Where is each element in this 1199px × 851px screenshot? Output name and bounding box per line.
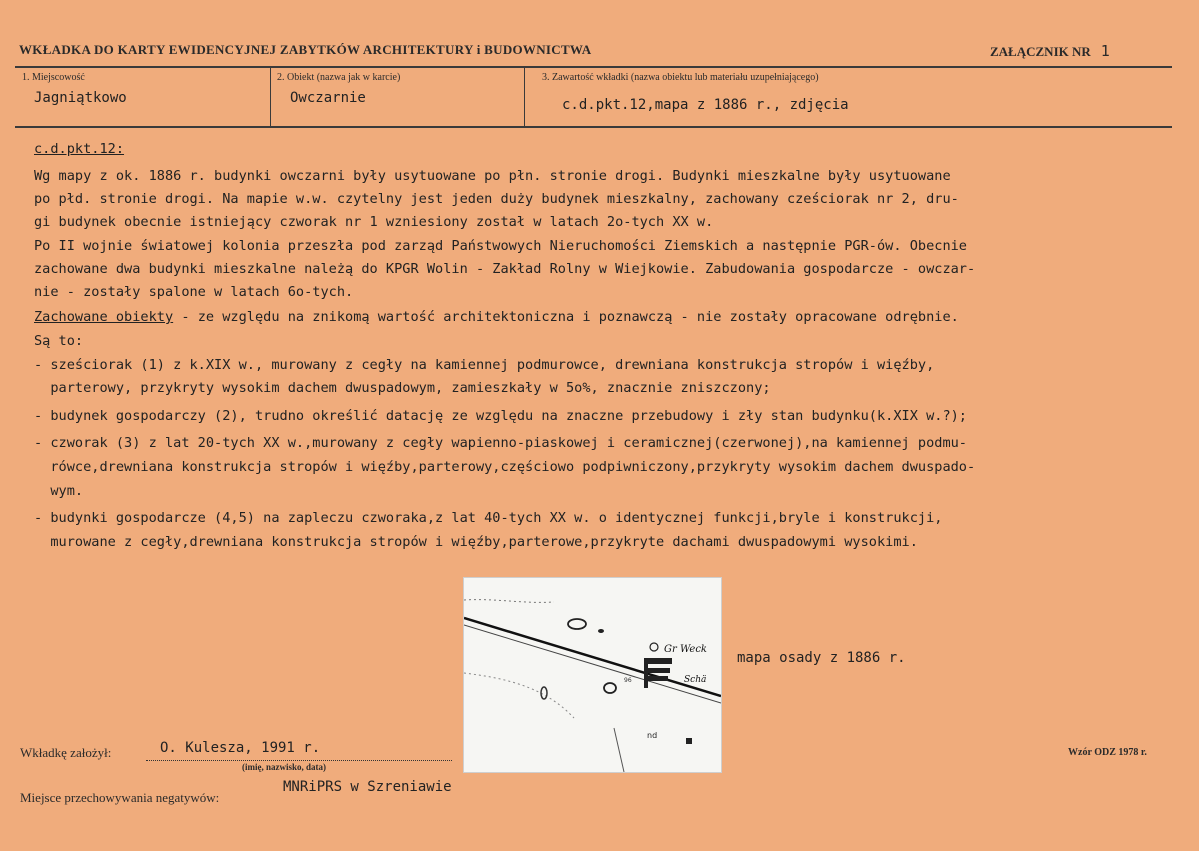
fields-bottom-rule (15, 126, 1172, 128)
map-place-label: Gr Weck (664, 644, 707, 655)
map-pond (568, 619, 586, 629)
map-image (463, 577, 722, 773)
locality-value: Jagniątkowo (34, 90, 127, 106)
item-line-8: murowane z cegły,drewniana konstrukcja stropów i więźby,parterowe,przykryte dachami dwuspadowymi wysokimi. (34, 534, 918, 550)
object-value: Owczarnie (290, 90, 366, 106)
body-line-6: nie - zostały spalone w latach 6o-tych. (34, 284, 354, 300)
map-drawing (464, 578, 721, 772)
map-marker (598, 629, 604, 633)
author-value: O. Kulesza, 1991 r. (160, 740, 321, 756)
item-line-6: wym. (34, 483, 84, 499)
annex-number: 1 (1100, 42, 1110, 60)
body-line-2: po płd. stronie drogi. Na mapie w.w. czytelny jest jeden duży budynek mieszkalny, zachowany cześciorak nr 2, dru- (34, 191, 959, 207)
form-code: Wzór ODZ 1978 r. (1068, 747, 1147, 758)
card-title: WKŁADKA DO KARTY EWIDENCYJNEJ ZABYTKÓW ARCHITEKTURY i BUDOWNICTWA (19, 42, 592, 57)
author-label: Wkładkę założył: (20, 745, 112, 760)
map-road-edge (464, 625, 721, 703)
preserved-line (34, 309, 959, 325)
item-line-7: - budynki gospodarcze (4,5) na zapleczu czworaka,z lat 40-tych XX w. o identycznej funkcji,bryle i konstrukcji, (34, 510, 943, 526)
contents-label: 3. Zawartość wkładki (nazwa obiektu lub materiału uzupełniającego) (542, 72, 819, 83)
item-line-2: parterowy, przykryty wysokim dachem dwuspadowym, zamieszkały w 5o%, znacznie zniszczony; (34, 380, 771, 396)
item-line-4: - czworak (3) z lat 20-tych XX w.,murowany z cegły wapienno-piaskowej i ceramicznej(czerwonej),na kamiennej podmu- (34, 435, 967, 451)
map-church-symbol (650, 643, 658, 651)
map-building (644, 658, 648, 688)
body-line-4: Po II wojnie światowej kolonia przeszła pod zarząd Państwowych Nieruchomości Ziemskich a następnie PGR-ów. Obecnie (34, 238, 967, 254)
map-field-line (464, 600, 554, 603)
map-mark-label: nd (647, 731, 658, 740)
map-building (646, 668, 670, 673)
map-building (646, 676, 668, 681)
contents-value: c.d.pkt.12,mapa z 1886 r., zdjęcia (562, 97, 849, 113)
map-height-mark: 96 (624, 677, 632, 684)
these-are: Są to: (34, 333, 84, 349)
body-line-3: gi budynek obecnie istniejący czworak nr 1 wzniesiony został w latach 2o-tych XX w. (34, 214, 714, 230)
annex-label (990, 42, 1110, 60)
section-heading: c.d.pkt.12: (34, 141, 125, 157)
annex-label-text: ZAŁĄCZNIK NR (990, 44, 1091, 59)
body-line-1: Wg mapy z ok. 1886 r. budynki owczarni były usytuowane po płn. stronie drogi. Budynki mieszkalne były usytuowane (34, 168, 951, 184)
preserved-label: Zachowane obiekty (34, 309, 174, 325)
map-place-label-2: Schä (684, 675, 707, 685)
field-divider-2 (524, 68, 525, 126)
author-dotted-line (146, 760, 452, 761)
map-building (646, 658, 672, 664)
locality-label: 1. Miejscowość (22, 72, 85, 83)
body-line-5: zachowane dwa budynki mieszkalne należą do KPGR Wolin - Zakład Rolny w Wiejkowie. Zabudowania gospodarcze - owczar- (34, 261, 976, 277)
map-pond (541, 687, 547, 699)
item-line-3: - budynek gospodarczy (2), trudno określić datację ze względu na znaczne przebudowy i zły stan budynku(k.XIX w.?); (34, 408, 967, 424)
preserved-rest: - ze względu na znikomą wartość architektoniczna i poznawczą - nie zostały opracowane odrębnie. (173, 309, 959, 325)
storage-value: MNRiPRS w Szreniawie (283, 779, 452, 795)
storage-label: Miejsce przechowywania negatywów: (20, 790, 220, 805)
top-rule (15, 66, 1172, 68)
map-field-line (464, 673, 574, 718)
item-line-5: rówce,drewniana konstrukcja stropów i więźby,parterowy,częściowo podpiwniczony,przykryty wysokim dachem dwuspado- (34, 459, 976, 475)
item-line-1: - sześciorak (1) z k.XIX w., murowany z cegły na kamiennej podmurowce, drewniana konstrukcja stropów i więźby, (34, 357, 935, 373)
map-road (464, 618, 721, 696)
author-hint: (imię, nazwisko, data) (242, 762, 326, 772)
map-field-line (614, 728, 624, 772)
map-building (686, 738, 692, 744)
map-pond (604, 683, 616, 693)
map-caption: mapa osady z 1886 r. (737, 650, 906, 666)
object-label: 2. Obiekt (nazwa jak w karcie) (277, 72, 401, 83)
field-divider-1 (270, 68, 271, 126)
